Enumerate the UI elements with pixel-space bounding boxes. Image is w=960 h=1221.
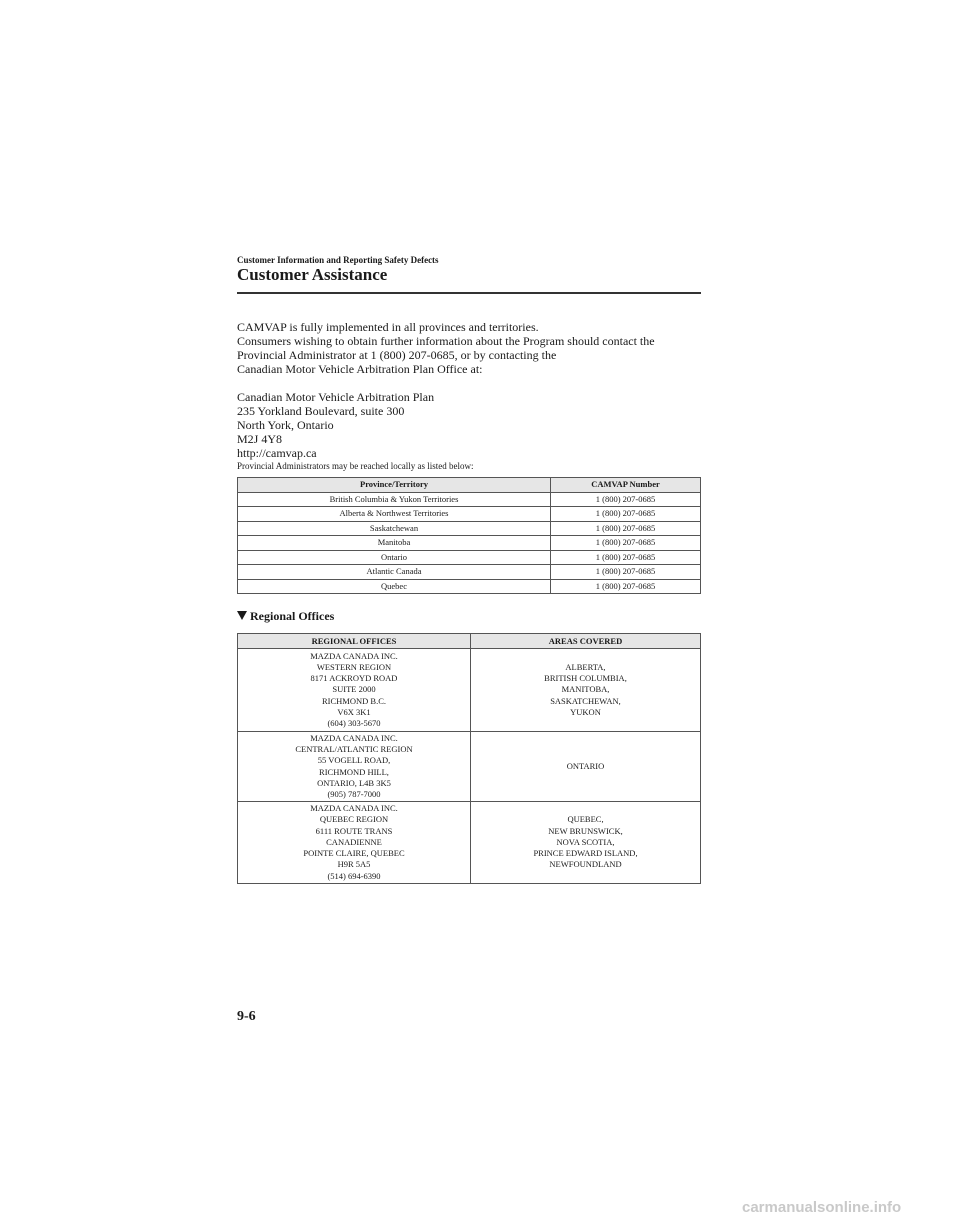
office-cell: [238, 802, 471, 884]
table-row: [238, 492, 701, 507]
office-line: MAZDA CANADA INC.: [310, 650, 398, 661]
intro-line-1: CAMVAP is fully implemented in all provinces and territories.: [237, 320, 539, 334]
intro-line-4: Canadian Motor Vehicle Arbitration Plan Office at:: [237, 362, 483, 376]
address-postal: M2J 4Y8: [237, 432, 283, 446]
areas-cell: [471, 732, 701, 802]
office-line: 6111 ROUTE TRANS: [315, 825, 393, 836]
office-line: QUEBEC REGION: [319, 814, 389, 825]
office-line: WESTERN REGION: [316, 661, 392, 672]
province-table: [237, 477, 701, 594]
table-row: [238, 507, 701, 522]
office-line: CANADIENNE: [326, 836, 382, 847]
header-province: Province/Territory: [238, 478, 551, 493]
table-row: [238, 649, 701, 732]
area-line: YUKON: [570, 706, 601, 717]
office-line: 8171 ACKROYD ROAD: [310, 673, 398, 684]
table-row: [238, 732, 701, 802]
areas-cell: [471, 649, 701, 732]
address-url[interactable]: http://camvap.ca: [237, 446, 317, 460]
office-cell: [238, 732, 471, 802]
area-line: QUEBEC,: [567, 814, 604, 825]
number-cell: 1 (800) 207-0685: [551, 536, 701, 551]
office-line: RICHMOND B.C.: [322, 695, 386, 706]
page-title: Customer Assistance: [237, 265, 388, 284]
office-line: (604) 303-5670: [327, 718, 381, 728]
title-rule: [237, 292, 701, 294]
number-cell: 1 (800) 207-0685: [551, 521, 701, 536]
table-row: [238, 565, 701, 580]
area-line: ALBERTA,: [565, 661, 606, 672]
area-line: NEW BRUNSWICK,: [548, 825, 623, 836]
table-row: [238, 550, 701, 565]
province-cell: Manitoba: [238, 536, 551, 551]
province-cell: Saskatchewan: [238, 521, 551, 536]
office-line: V6X 3K1: [337, 706, 371, 717]
office-line: SUITE 2000: [332, 684, 376, 695]
province-cell: British Columbia & Yukon Territories: [238, 492, 551, 507]
office-line: MAZDA CANADA INC.: [310, 803, 398, 814]
page-number: 9-6: [237, 1009, 256, 1024]
number-cell: 1 (800) 207-0685: [551, 565, 701, 580]
areas-cell: [471, 802, 701, 884]
area-line: SASKATCHEWAN,: [550, 695, 621, 706]
address-street: 235 Yorkland Boulevard, suite 300: [237, 404, 405, 418]
office-line: MAZDA CANADA INC.: [310, 732, 398, 743]
office-line: 55 VOGELL ROAD,: [317, 755, 391, 766]
area-line: NEWFOUNDLAND: [549, 859, 622, 870]
spacer: [237, 376, 707, 390]
office-line: ONTARIO, L4B 3K5: [317, 777, 391, 788]
address-city: North York, Ontario: [237, 418, 334, 432]
area-line: ONTARIO: [566, 760, 605, 771]
table-row: [238, 802, 701, 884]
province-cell: Alberta & Northwest Territories: [238, 507, 551, 522]
office-line: (514) 694-6390: [327, 870, 381, 881]
number-cell: 1 (800) 207-0685: [551, 492, 701, 507]
regional-heading-text: Regional Offices: [250, 609, 335, 623]
area-line: MANITOBA,: [561, 684, 610, 695]
watermark: carmanualsonline.info: [742, 1199, 902, 1216]
office-line: RICHMOND HILL,: [319, 766, 389, 777]
area-line: BRITISH COLUMBIA,: [544, 673, 627, 684]
header-camvap-number: CAMVAP Number: [551, 478, 701, 493]
office-line: CENTRAL/ATLANTIC REGION: [295, 744, 413, 755]
intro-line-2: Consumers wishing to obtain further information about the Program should contact the: [237, 334, 655, 348]
administrators-note: Provincial Administrators may be reached locally as listed below:: [237, 461, 474, 471]
province-cell: Ontario: [238, 550, 551, 565]
intro-line-3: Provincial Administrator at 1 (800) 207-0685, or by contacting the: [237, 348, 557, 362]
area-line: PRINCE EDWARD ISLAND,: [533, 848, 638, 859]
province-cell: Atlantic Canada: [238, 565, 551, 580]
table-row: [238, 521, 701, 536]
table-row: [238, 536, 701, 551]
regional-offices-table: [237, 633, 701, 884]
table-header-row: [238, 478, 701, 493]
header-regional-offices: REGIONAL OFFICES: [238, 634, 471, 649]
office-line: POINTE CLAIRE, QUEBEC: [303, 848, 405, 859]
office-cell: [238, 649, 471, 732]
triangle-down-icon: [237, 611, 247, 620]
header-areas-covered: AREAS COVERED: [471, 634, 701, 649]
number-cell: 1 (800) 207-0685: [551, 507, 701, 522]
province-cell: Quebec: [238, 579, 551, 594]
address-name: Canadian Motor Vehicle Arbitration Plan: [237, 390, 435, 404]
regional-offices-heading: [237, 609, 334, 624]
number-cell: 1 (800) 207-0685: [551, 550, 701, 565]
number-cell: 1 (800) 207-0685: [551, 579, 701, 594]
section-label: Customer Information and Reporting Safety Defects: [237, 255, 439, 265]
office-line: H9R 5A5: [337, 859, 371, 870]
body-text: [237, 320, 707, 472]
table-header-row: [238, 634, 701, 649]
office-line: (905) 787-7000: [327, 788, 381, 799]
table-row: [238, 579, 701, 594]
area-line: NOVA SCOTIA,: [556, 836, 615, 847]
